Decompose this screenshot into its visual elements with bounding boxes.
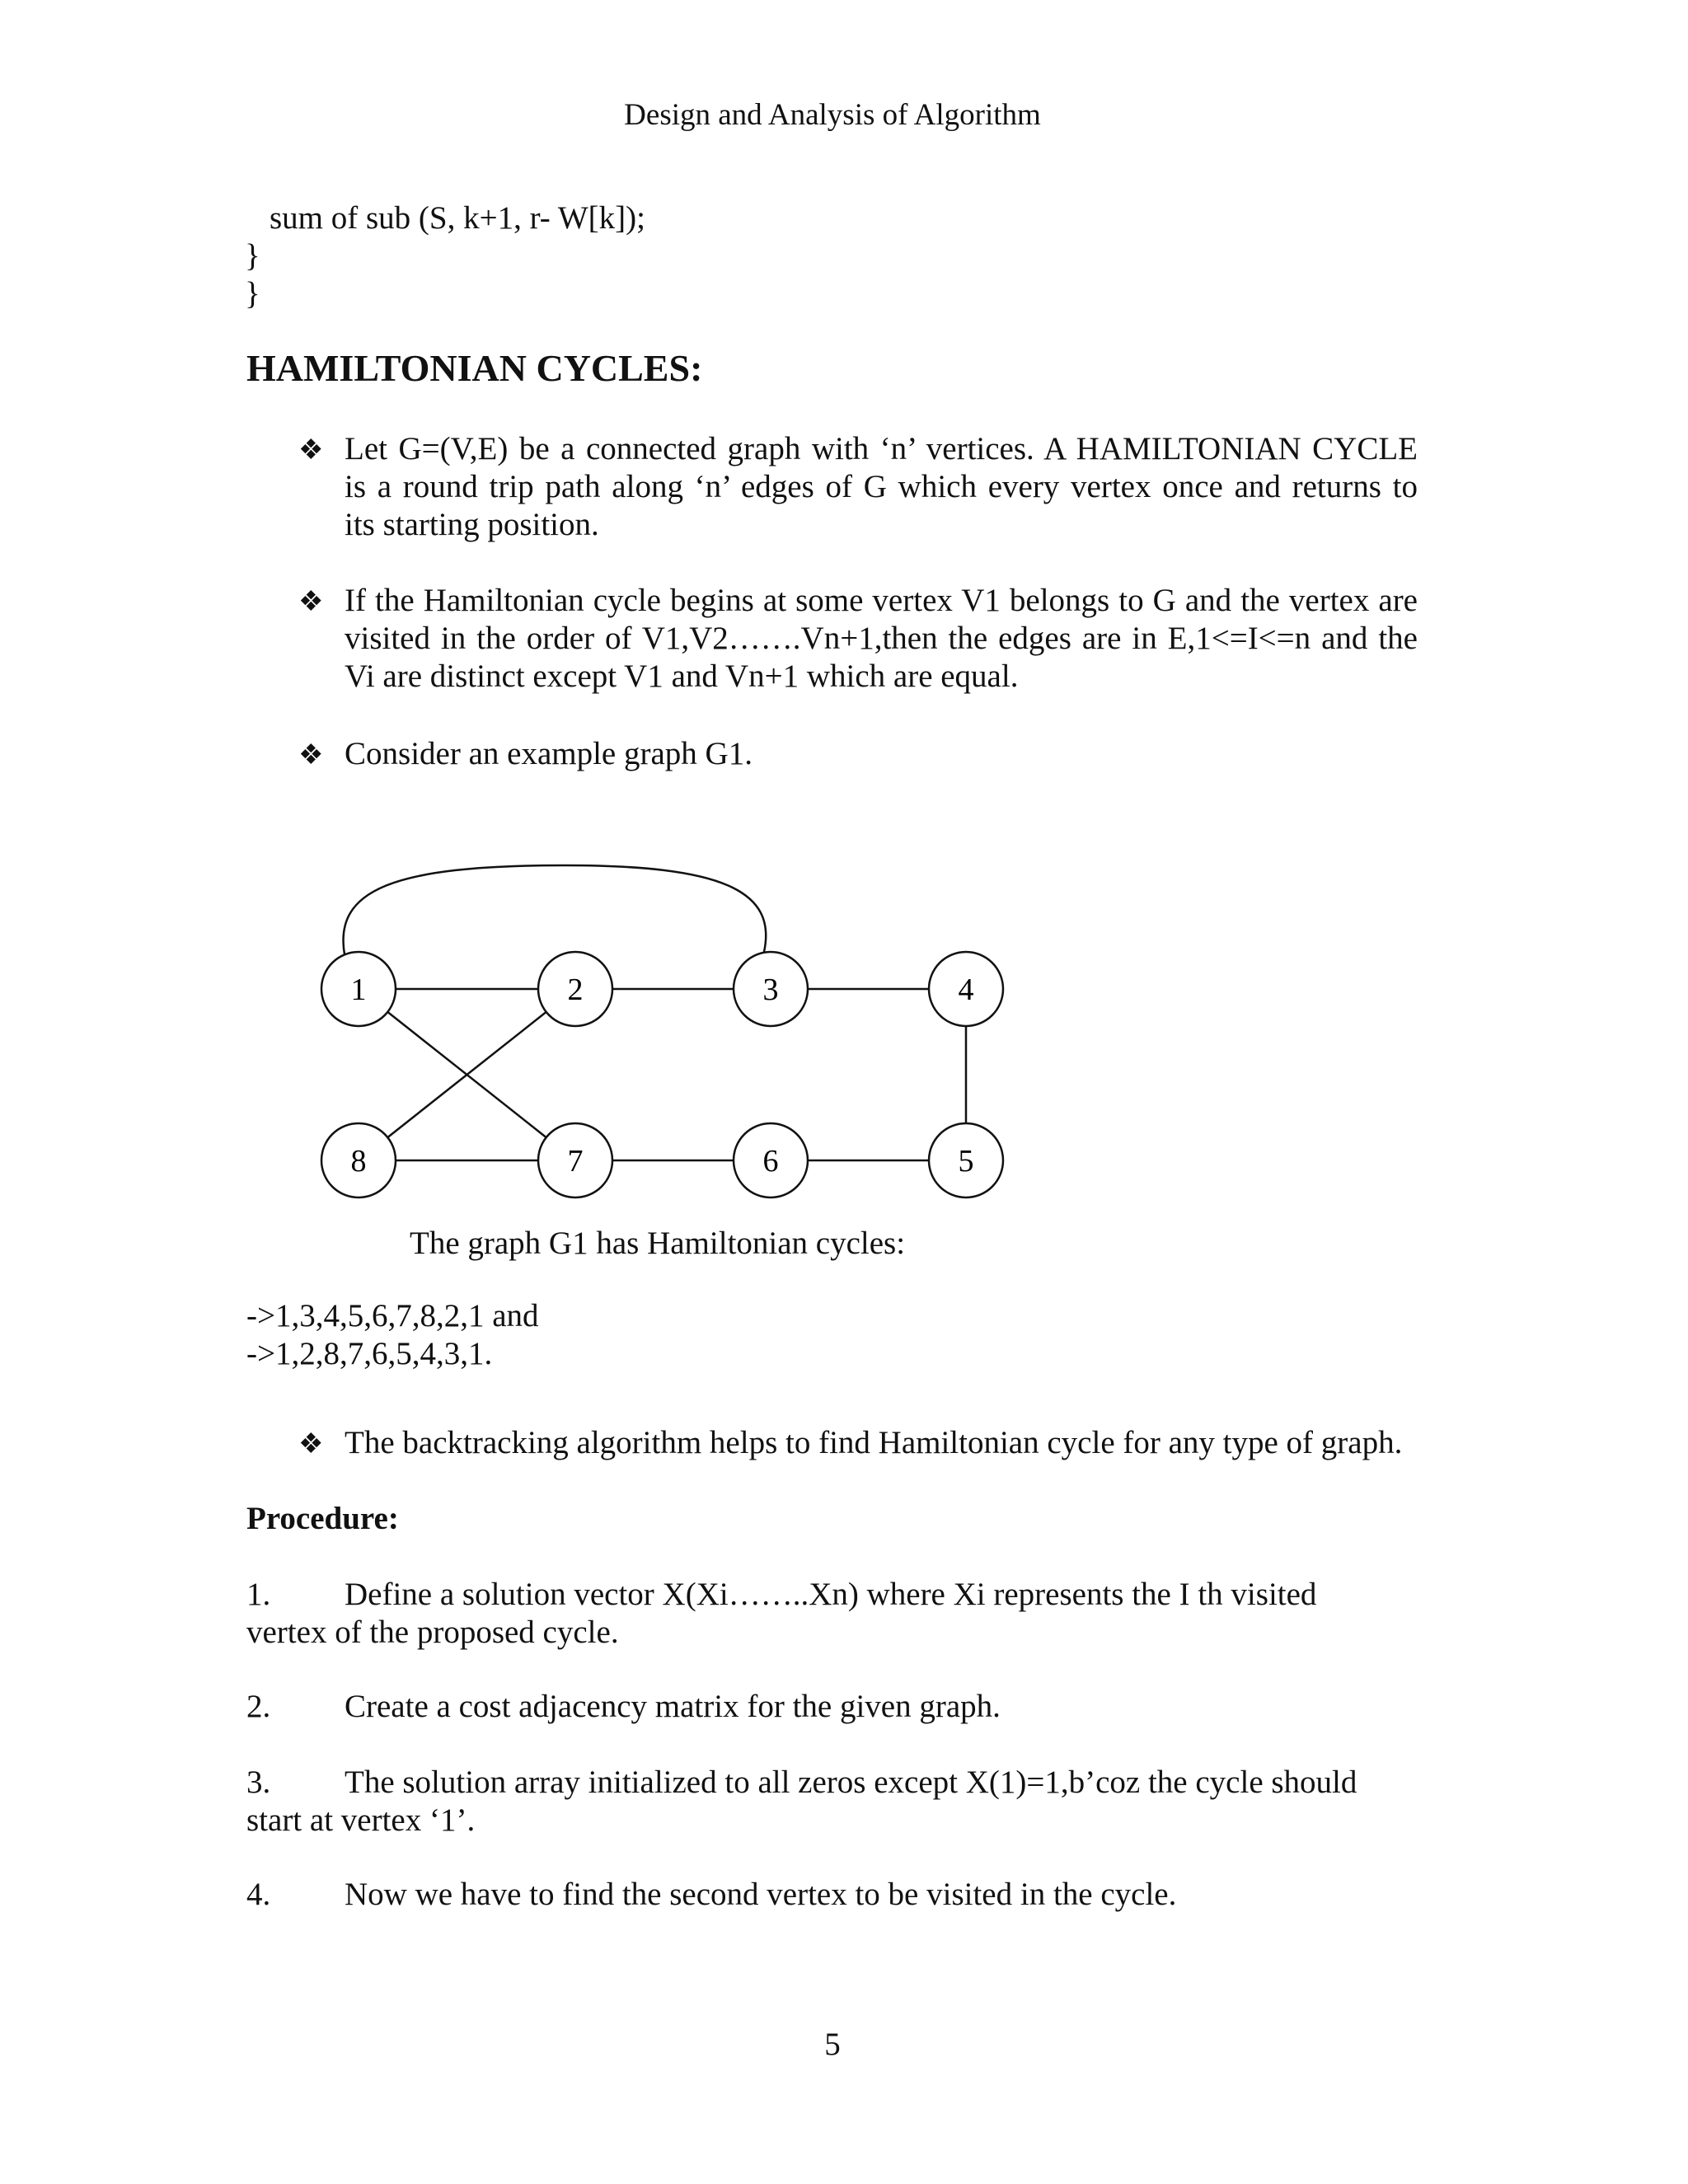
graph-node-label-4: 4 (958, 972, 974, 1007)
page-header: Design and Analysis of Algorithm (624, 98, 1041, 132)
paragraph-line: its starting position. (345, 507, 599, 542)
bullet-icon: ❖ (298, 1429, 324, 1460)
code-line: sum of sub (S, k+1, r- W[k]); (270, 200, 645, 236)
step-text: Define a solution vector X(Xi……..Xn) where Xi represents the I th visited (345, 1577, 1317, 1612)
paragraph-line: Consider an example graph G1. (345, 736, 753, 771)
section-title: HAMILTONIAN CYCLES: (246, 347, 703, 389)
graph-caption: The graph G1 has Hamiltonian cycles: (410, 1226, 906, 1261)
bullet-paragraph (345, 582, 1418, 696)
paragraph-line: If the Hamiltonian cycle begins at some vertex V1 belongs to G and the vertex are (345, 583, 1418, 618)
graph-node-label-7: 7 (567, 1144, 584, 1179)
step-number: 4. (246, 1877, 271, 1912)
bullet-paragraph (345, 735, 1418, 773)
graph-node-label-8: 8 (350, 1144, 367, 1179)
bullet-icon: ❖ (298, 587, 324, 617)
paragraph-line: visited in the order of V1,V2…….Vn+1,then the edges are in E,1<=I<=n and the (345, 621, 1418, 656)
graph-g1 (313, 849, 1022, 1203)
bullet-paragraph: The backtracking algorithm helps to find Hamiltonian cycle for any type of graph. (345, 1425, 1403, 1460)
step-continuation: vertex of the proposed cycle. (246, 1615, 619, 1650)
step-text: Now we have to find the second vertex to be visited in the cycle. (345, 1877, 1177, 1912)
bullet-icon: ❖ (298, 740, 324, 771)
cycle-line: ->1,3,4,5,6,7,8,2,1 and (246, 1298, 539, 1333)
graph-edge-1-3 (343, 865, 766, 954)
graph-node-label-1: 1 (350, 972, 367, 1007)
graph-node-label-3: 3 (762, 972, 779, 1007)
step-continuation: start at vertex ‘1’. (246, 1802, 476, 1838)
procedure-title: Procedure: (246, 1501, 399, 1536)
page-number: 5 (824, 2027, 841, 2062)
code-brace: } (245, 238, 260, 274)
paragraph-line: Let G=(V,E) be a connected graph with ‘n’ vertices. A HAMILTONIAN CYCLE (345, 431, 1418, 466)
graph-node-label-2: 2 (567, 972, 584, 1007)
graph-node-label-5: 5 (958, 1144, 974, 1179)
step-text: Create a cost adjacency matrix for the given graph. (345, 1689, 1001, 1724)
step-number: 3. (246, 1765, 271, 1800)
bullet-icon: ❖ (298, 435, 324, 466)
step-text: The solution array initialized to all zeros except X(1)=1,b’coz the cycle should (345, 1765, 1357, 1800)
bullet-paragraph (345, 430, 1418, 544)
step-number: 1. (246, 1577, 271, 1612)
paragraph-line: Vi are distinct except V1 and Vn+1 which are equal. (345, 658, 1019, 694)
code-brace: } (245, 276, 260, 312)
step-number: 2. (246, 1689, 271, 1724)
cycle-line: ->1,2,8,7,6,5,4,3,1. (246, 1336, 493, 1371)
paragraph-line: is a round trip path along ‘n’ edges of G which every vertex once and returns to (345, 469, 1418, 504)
graph-node-label-6: 6 (762, 1144, 779, 1179)
